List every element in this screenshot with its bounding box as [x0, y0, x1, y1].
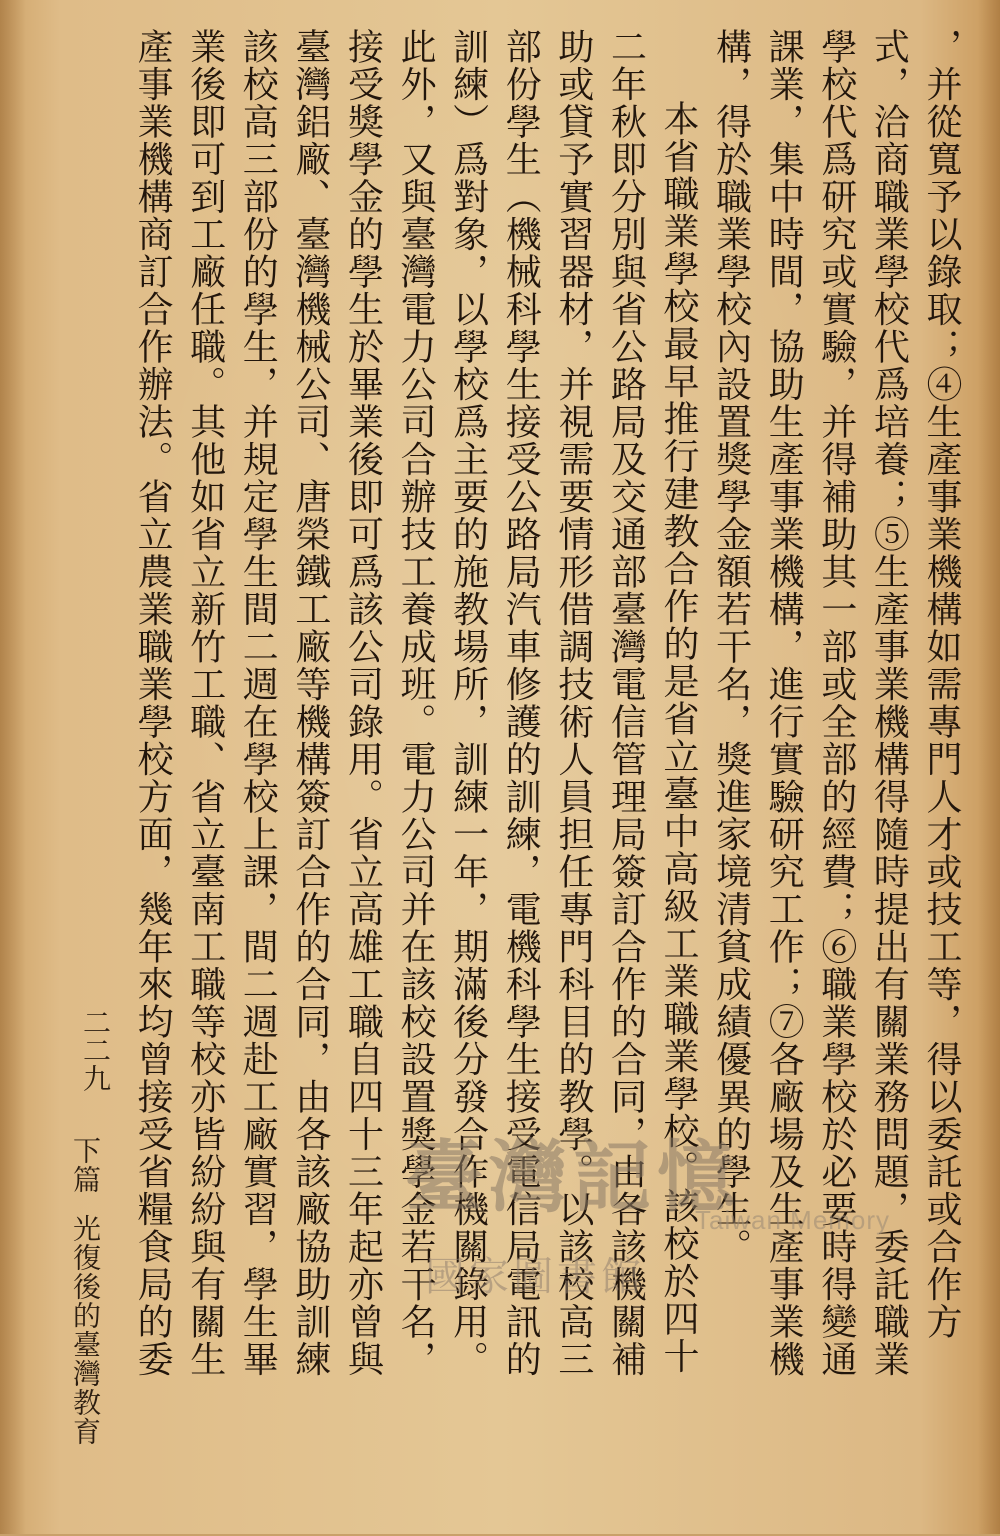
- page-number: 二二九: [79, 1008, 112, 1092]
- watermark-cn-bottom: 國家圖書館: [425, 1254, 645, 1300]
- footer-section: 下篇: [69, 1136, 102, 1194]
- page-edge-shadow-left: [0, 0, 26, 1534]
- footer-chapter: 光復後的臺灣教育: [69, 1214, 102, 1446]
- paragraph-1: ，并從寬予以錄取；④生產事業機構如需專門人才或技工等，得以委託或合作方式，洽商職業學校代爲培養；⑤生產事業機構得隨時提出有關業務問題，委託職業學校代爲研究或實驗，并得補助其一部或全部的經費；⑥職業學校於必要時得變通課業，集中時間，協助生產事業機構，進行實驗研究工作；⑦各廠場及生產事業機構，得於職業學校內設置獎學金額若干名，獎進家境清貧成績優異的學生。: [710, 28, 962, 1378]
- watermark-en: Taiwan Memory: [695, 1205, 891, 1235]
- running-footer: [66, 1136, 104, 1536]
- page-edge-shadow-right: [978, 0, 1000, 1534]
- body-text: [125, 28, 967, 1383]
- watermark-cn-top: 臺灣記憶: [405, 1133, 742, 1223]
- paragraph-2: 本省職業學校最早推行建教合作的是省立臺中高級工業職業學校。該校於四十二年秋即分別與省公路局及交通部臺灣電信管理局簽訂合作的合同，由各該機關補助或貸予實習器材，并視需要情形借調技術人員担任專門科目的教學。以該校高三部份學生（機械科學生接受公路局汽車修護的訓練，電機科學生接受電信局電訊的訓練）爲對象，以學校爲主要的施教場所，訓練一年，期滿後分發合作機關錄用。此外，又與臺灣電力公司合辦技工養成班。電力公司并在該校設置獎學金若干名，接受獎學金的學生於畢業後即可爲該公司錄用。省立高雄工職自四十三年起亦曾與臺灣鋁廠、臺灣機械公司、唐榮鐵工廠等機構簽訂合作的合同，由各該廠協助訓練該校高三部份的學生，并規定學生間二週在學校上課，間二週赴工廠實習，學生畢業後即可到工廠任職。其他如省立新竹工職、省立臺南工職等校亦皆紛紛與有關生產事業機構商訂合作辦法。省立農業職業學校方面，幾年來均曾接受省糧食局的委: [132, 28, 700, 1378]
